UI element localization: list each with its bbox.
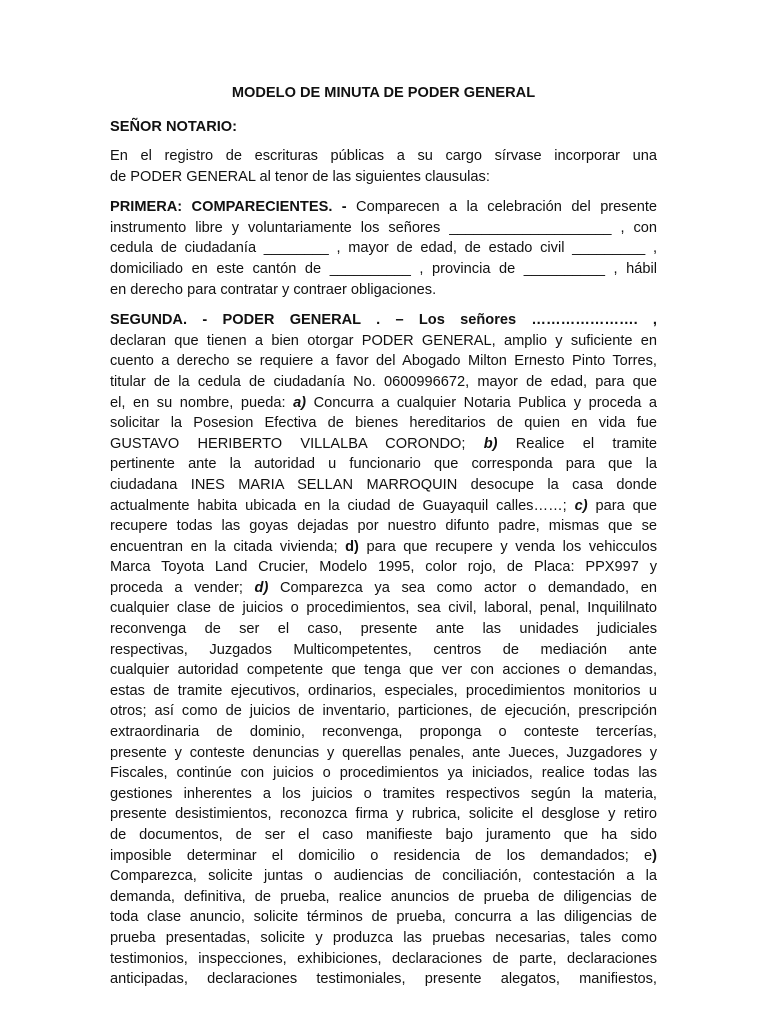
clause-segunda-line: otros; así como de juicios de inventario, particiones, de ejecución, prescripción bbox=[110, 703, 657, 720]
clause-segunda-line: cualquier autoridad competente que tenga que ver con acciones o demandas, bbox=[110, 662, 657, 679]
clause-primera-line: instrumento libre y voluntariamente los señores ____________________ , con bbox=[110, 219, 657, 236]
clause-segunda-line bbox=[110, 537, 657, 558]
item-marker-c: c) bbox=[574, 497, 588, 514]
clause-text: Comparezca ya sea como actor o demandado, en bbox=[268, 579, 657, 596]
clause-segunda-line: Fiscales, continúe con juicios o procedimientos ya iniciados, realice todas las bbox=[110, 765, 657, 782]
clause-text: imposible determinar el domicilio o residencia de los demandados; e bbox=[110, 847, 653, 864]
clause-text: GUSTAVO HERIBERTO VILLALBA CORONDO; bbox=[110, 435, 484, 452]
item-marker-a: a) bbox=[293, 394, 307, 411]
intro-line: de PODER GENERAL al tenor de las siguientes clausulas: bbox=[110, 168, 490, 185]
clause-segunda-line bbox=[110, 578, 657, 599]
clause-segunda-line bbox=[110, 846, 657, 867]
item-marker-e: ) bbox=[652, 847, 657, 864]
intro-paragraph bbox=[110, 146, 657, 187]
clause-primera-heading: PRIMERA: COMPARECIENTES. - bbox=[110, 199, 347, 216]
clause-primera-line: cedula de ciudadanía ________ , mayor de edad, de estado civil _________ , bbox=[110, 240, 657, 257]
clause-segunda-line: reconvenga de ser el caso, presente ante las unidades judiciales bbox=[110, 621, 657, 638]
clause-segunda-line: ciudadana INES MARIA SELLAN MARROQUIN desocupe la casa donde bbox=[110, 476, 657, 493]
clause-primera-line bbox=[110, 197, 657, 218]
clause-segunda-line: cualquier clase de juicios o procedimientos, sea civil, laboral, penal, Inquililnato bbox=[110, 600, 657, 617]
clause-primera-line: en derecho para contratar y contraer obligaciones. bbox=[110, 281, 437, 298]
clause-text: actualmente habita ubicada en la ciudad de Guayaquil calles……; bbox=[110, 497, 575, 514]
clause-segunda-line: extraordinaria de dominio, reconvenga, proponga o conteste tercerías, bbox=[110, 724, 657, 741]
clause-segunda-line bbox=[110, 393, 657, 414]
clause-segunda-line: titular de la cedula de ciudadanía No. 0600996672, mayor de edad, para que bbox=[110, 373, 657, 390]
clause-segunda-line: presente desistimientos, reconozca firma y rubrica, solicite el desglose y retiro bbox=[110, 806, 657, 823]
clause-text: el, en su nombre, pueda: bbox=[110, 394, 294, 411]
document-page bbox=[110, 83, 657, 1000]
clause-segunda-line: prueba presentadas, solicite y produzca las pruebas necesarias, tales como bbox=[110, 929, 657, 946]
document-title: MODELO DE MINUTA DE PODER GENERAL bbox=[231, 85, 536, 101]
clause-segunda-line: Marca Toyota Land Crucier, Modelo 1995, color rojo, de Placa: PPX997 y bbox=[110, 559, 657, 576]
clause-segunda-line: solicitar la Posesion Efectiva de bienes hereditarios de quien en vida fue bbox=[110, 415, 657, 432]
clause-segunda-line: recupere todas las goyas dejadas por nuestro difunto padre, mismas que se bbox=[110, 518, 657, 535]
clause-text: encuentran en la citada vivienda; bbox=[110, 538, 346, 555]
clause-text: proceda a vender; bbox=[110, 579, 255, 596]
salutation: SEÑOR NOTARIO: bbox=[110, 119, 238, 135]
intro-line: En el registro de escrituras públicas a su cargo sírvase incorporar una bbox=[110, 148, 657, 164]
clause-segunda-line bbox=[110, 434, 657, 455]
item-marker-d: d) bbox=[254, 579, 269, 596]
clause-text: Concurra a cualquier Notaria Publica y proceda a bbox=[306, 394, 657, 411]
clause-segunda-line: de documentos, de ser el caso manifieste bajo juramento que ha sido bbox=[110, 827, 657, 843]
clause-segunda-line: respectivas, Juzgados Multicompetentes, centros de mediación ante bbox=[110, 641, 657, 658]
clause-segunda-line: cuento a derecho se requiere a favor del Abogado Milton Ernesto Pinto Torres, bbox=[110, 353, 657, 370]
clause-segunda-line: estas de tramite ejecutivos, ordinarios, especiales, procedimientos monitorios u bbox=[110, 682, 657, 699]
clause-segunda-line: testimonios, inspecciones, exhibiciones, declaraciones de parte, declaraciones bbox=[110, 950, 657, 967]
clause-primera-line: domiciliado en este cantón de __________ , provincia de __________ , hábil bbox=[110, 260, 657, 277]
item-marker-b: b) bbox=[483, 435, 498, 452]
item-marker-d: d) bbox=[345, 538, 359, 555]
clause-text: Comparecen a la celebración del presente bbox=[346, 199, 657, 216]
clause-text: Realice el tramite bbox=[497, 435, 657, 452]
clause-segunda-heading: SEGUNDA. - PODER GENERAL . – Los señores …………………. , bbox=[110, 312, 657, 329]
clause-text: para que recupere y venda los vehicculos bbox=[358, 538, 658, 555]
clause-segunda-line: anticipadas, declaraciones testimoniales, presente alegatos, manifiestos, bbox=[110, 971, 657, 988]
clause-segunda-line: toda clase anuncio, solicite términos de prueba, concurra a las diligencias de bbox=[110, 909, 657, 926]
clause-segunda bbox=[110, 310, 657, 990]
clause-segunda-line: Comparezca, solicite juntas o audiencias de conciliación, contestación a la bbox=[110, 868, 657, 885]
clause-primera bbox=[110, 197, 657, 300]
clause-segunda-line: pertinente ante la autoridad u funcionario que corresponda para que la bbox=[110, 456, 657, 473]
clause-text: para que bbox=[587, 497, 657, 514]
clause-segunda-line bbox=[110, 496, 657, 517]
clause-segunda-line: gestiones inherentes a los juicios o tramites respectivos según la materia, bbox=[110, 785, 657, 802]
clause-segunda-line: presente y conteste denuncias y querellas penales, ante Jueces, Juzgadores y bbox=[110, 744, 657, 761]
clause-segunda-line: declaran que tienen a bien otorgar PODER GENERAL, amplio y suficiente en bbox=[110, 332, 657, 349]
clause-segunda-line: demanda, definitiva, de prueba, realice anuncios de prueba de diligencias de bbox=[110, 888, 657, 905]
